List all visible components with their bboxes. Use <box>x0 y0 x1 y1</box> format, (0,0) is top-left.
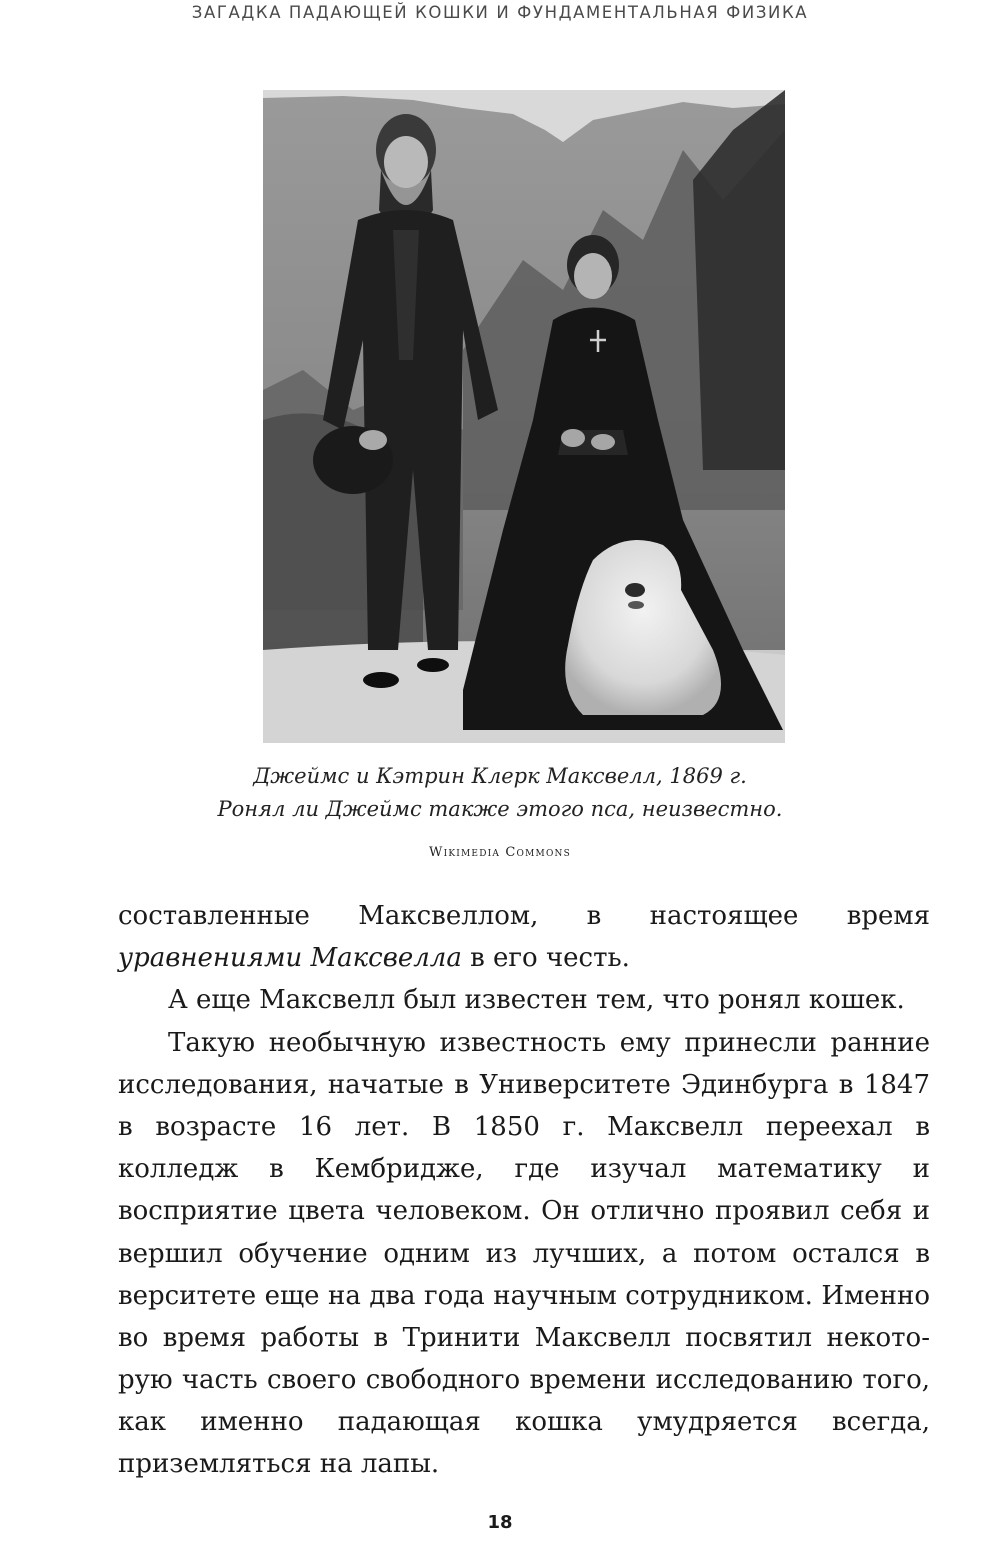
body-line <box>118 937 930 979</box>
body-line: восприятие цвета человеком. Он отлично проявил себя и <box>118 1196 930 1227</box>
body-text <box>118 895 930 1486</box>
body-line: Такую необычную известность ему принесли ранние <box>168 1027 930 1058</box>
body-line-rest: в его честь. <box>461 943 630 974</box>
body-line: колледж в Кембридже, где изучал математику и <box>118 1154 930 1185</box>
body-line: исследования, начатые в Университете Эдинбурга в 1847 <box>118 1069 930 1100</box>
historical-photo <box>263 90 785 743</box>
figure-caption-line-1: Джеймс и Кэтрин Клерк Максвелл, 1869 г. <box>253 764 747 788</box>
body-line: в возрасте 16 лет. В 1850 г. Максвелл переехал в <box>118 1111 930 1142</box>
body-line: вершил обучение одним из лучших, а потом остался в <box>118 1238 930 1269</box>
page-number: 18 <box>487 1512 513 1533</box>
body-line: верситете еще на два года научным сотрудником. Именно <box>118 1280 930 1311</box>
emphasis-term: уравнениями Максвелла <box>118 943 462 974</box>
body-line: во время работы в Тринити Максвелл посвятил некото- <box>118 1322 930 1353</box>
body-line: как именно падающая кошка умудряется всегда, <box>118 1407 930 1438</box>
figure-caption-line-2: Ронял ли Джеймс также этого пса, неизвестно. <box>217 797 783 821</box>
body-line: составленные Максвеллом, в настоящее время <box>118 901 930 931</box>
body-line: рую часть своего свободного времени исследованию того, <box>118 1365 930 1396</box>
figure-credit: Wikimedia Commons <box>429 845 571 860</box>
body-line: А еще Максвелл был известен тем, что ронял кошек. <box>168 985 905 1016</box>
body-line: приземляться на лапы. <box>118 1449 440 1480</box>
running-head: ЗАГАДКА ПАДАЮЩЕЙ КОШКИ И ФУНДАМЕНТАЛЬНАЯ ФИЗИКА <box>191 3 809 22</box>
photo-illustration <box>263 90 785 743</box>
